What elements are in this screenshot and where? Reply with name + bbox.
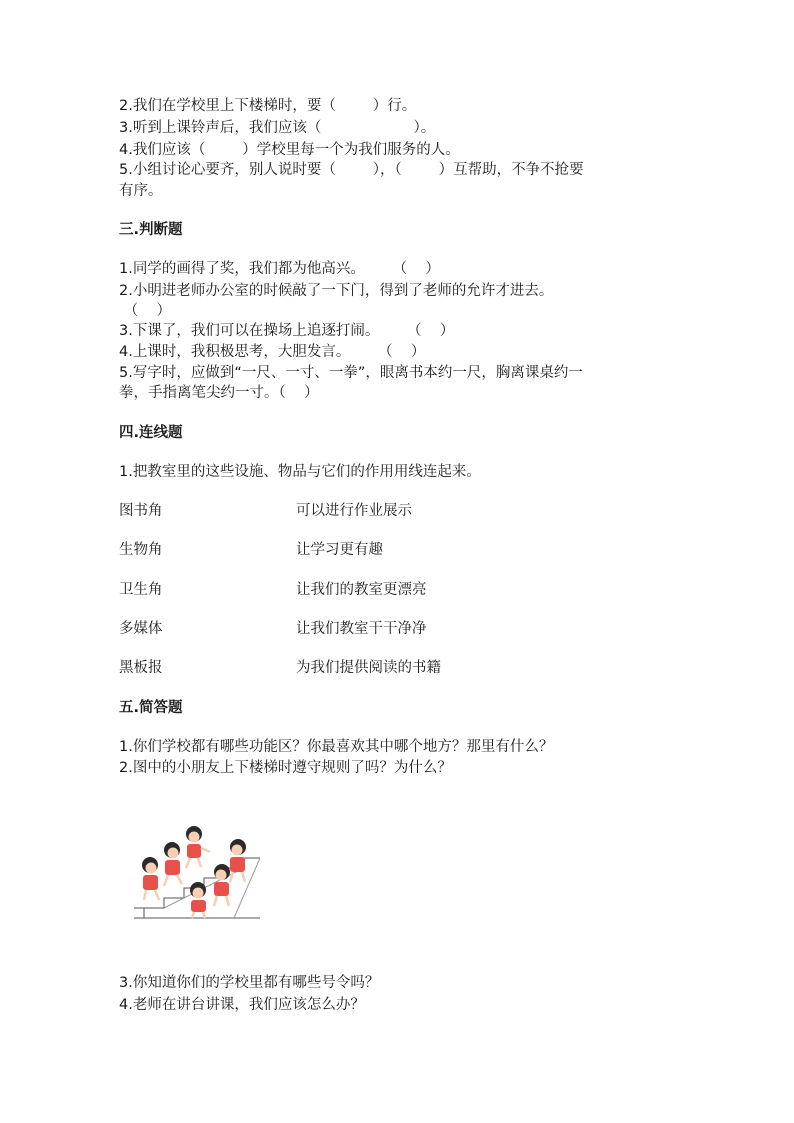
matching-left-item: 卫生角 (119, 582, 163, 598)
child-figure (186, 826, 210, 868)
matching-left-item: 黑板报 (119, 660, 163, 676)
matching-right-item: 让学习更有趣 (296, 542, 383, 558)
child-figure (230, 839, 246, 882)
judgment-q4: 4.上课时，我积极思考，大胆发言。 （ ） (119, 344, 426, 360)
child-figure (164, 842, 182, 886)
matching-right-item: 可以进行作业展示 (296, 503, 412, 519)
matching-instruction: 1.把教室里的这些设施、物品与它们的作用用线连起来。 (119, 464, 481, 480)
judgment-q5-cont: 拳，手指离笔尖约一寸。（ ） (119, 385, 319, 401)
section-title-short-answer: 五.简答题 (119, 700, 183, 716)
fill-blank-q3: 3.听到上课铃声后，我们应该（ ）。 (119, 120, 436, 136)
short-answer-q2: 2.图中的小朋友上下楼梯时遵守规则了吗？为什么？ (119, 760, 452, 776)
matching-right-item: 让我们的教室更漂亮 (296, 582, 427, 598)
fill-blank-q2: 2.我们在学校里上下楼梯时，要（ ）行。 (119, 98, 417, 114)
matching-right-item: 为我们提供阅读的书籍 (296, 660, 441, 676)
child-figure (214, 864, 230, 906)
short-answer-q4: 4.老师在讲台讲课，我们应该怎么办？ (119, 997, 365, 1013)
short-answer-q1: 1.你们学校都有哪些功能区？你最喜欢其中哪个地方？那里有什么？ (119, 739, 554, 755)
judgment-q2-blank: （ ） (119, 303, 172, 319)
matching-right-item: 让我们教室干干净净 (296, 621, 427, 637)
fill-blank-q5-cont: 有序。 (119, 183, 163, 199)
matching-left-item: 生物角 (119, 542, 163, 558)
children-on-stairs-illustration (134, 820, 260, 922)
judgment-q2: 2.小明进老师办公室的时候敲了一下门，得到了老师的允许才进去。 (119, 283, 554, 299)
judgment-q1: 1.同学的画得了奖，我们都为他高兴。 （ ） (119, 261, 440, 277)
matching-left-item: 多媒体 (119, 621, 163, 637)
child-figure (190, 882, 206, 918)
judgment-q3: 3.下课了，我们可以在操场上追逐打闹。 （ ） (119, 323, 455, 339)
short-answer-q3: 3.你知道你们的学校里都有哪些号令吗？ (119, 975, 380, 991)
fill-blank-q4: 4.我们应该（ ）学校里每一个为我们服务的人。 (119, 142, 460, 158)
fill-blank-q5: 5.小组讨论心要齐，别人说时要（ ），（ ）互帮助，不争不抢要 (119, 162, 584, 178)
section-title-matching: 四.连线题 (119, 425, 183, 441)
section-title-judgment: 三.判断题 (119, 222, 183, 238)
child-figure (142, 857, 159, 900)
judgment-q5: 5.写字时，应做到“一尺、一寸、一拳”，眼离书本约一尺，胸离课桌约一 (119, 365, 583, 381)
matching-left-item: 图书角 (119, 503, 163, 519)
